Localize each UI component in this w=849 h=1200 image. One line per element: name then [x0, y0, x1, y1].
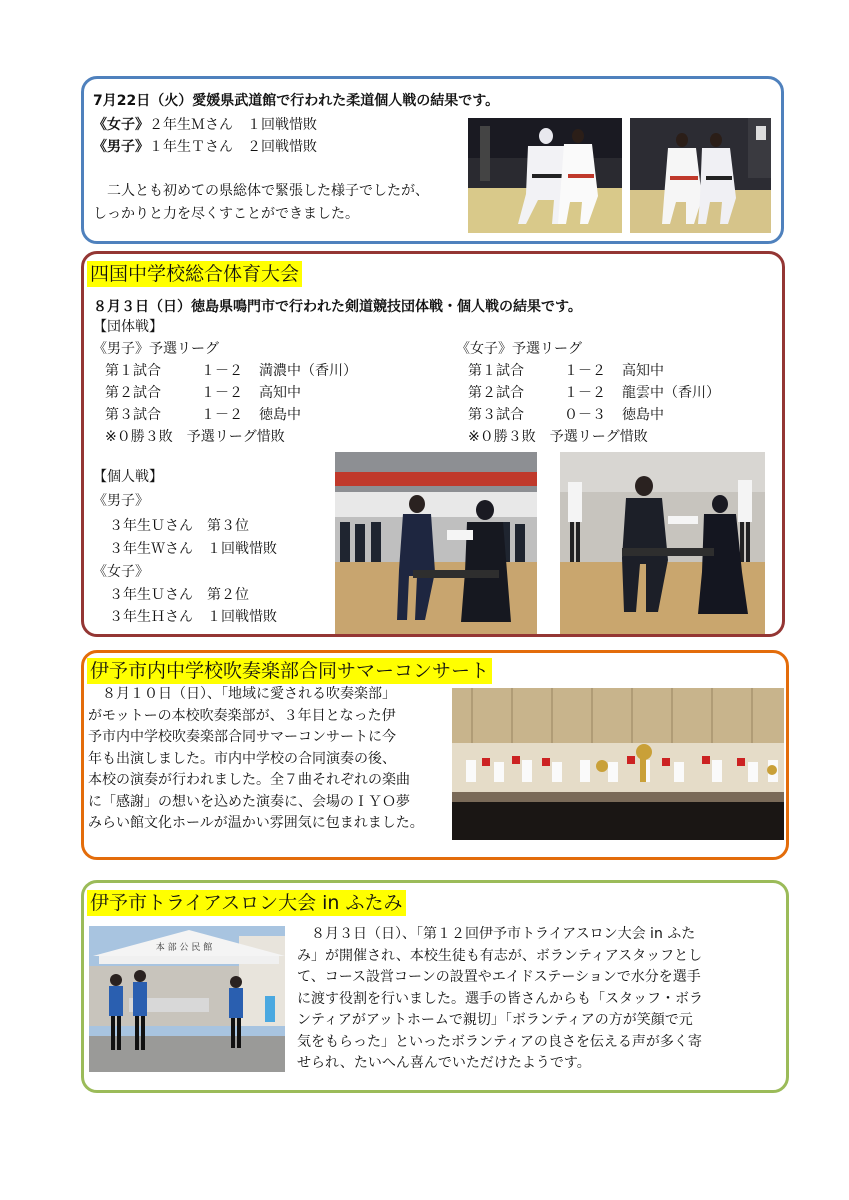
kendo-ind-men-label: 《男子》: [93, 493, 149, 509]
triathlon-title: 伊予市トライアスロン大会 in ふたみ: [87, 890, 406, 916]
kendo-photo-1: [335, 452, 537, 634]
match-opponent: 徳島中: [622, 407, 664, 423]
kendo-ind-women-1: ３年生Ｕさん 第２位: [109, 587, 249, 603]
kendo-women-match-2: [468, 383, 720, 403]
triathlon-photo: [89, 926, 285, 1072]
judo-women-text: ２年生Ｍさん １回戦惜敗: [149, 117, 317, 133]
triathlon-line: て、コース設営コーンの設置やエイドステーションで水分を選手: [297, 969, 701, 985]
match-score: １－２: [201, 363, 243, 379]
judo-men-text: １年生Ｔさん ２回戦惜敗: [149, 139, 317, 155]
triathlon-body: [297, 924, 703, 1075]
kendo-title: 四国中学校総合体育大会: [87, 261, 302, 287]
triathlon-line: ８月３日（日）、「第１２回伊予市トライアスロン大会 in ふた: [297, 926, 696, 942]
kendo-women-match-3: [468, 405, 664, 425]
kendo-men-match-1: [105, 361, 357, 381]
judo-women-label: 《女子》: [93, 117, 149, 133]
kendo-men-league: 《男子》予選リーグ: [93, 341, 219, 357]
band-line: に「感謝」の想いを込めた演奏に、会場のＩＹＯ夢: [88, 793, 410, 810]
judo-photo-1: [468, 118, 622, 233]
band-line: 本校の演奏が行われました。全７曲それぞれの楽曲: [88, 772, 410, 788]
band-line: 年も出演しました。市内中学校の合同演奏の後、: [88, 750, 396, 767]
match-opponent: 高知中: [259, 385, 301, 401]
kendo-individual-label: 【個人戦】: [93, 469, 163, 485]
match-round: 第３試合: [468, 407, 524, 423]
band-title: 伊予市内中学校吹奏楽部合同サマーコンサート: [87, 658, 492, 684]
match-opponent: 徳島中: [259, 407, 301, 423]
kendo-ind-women-label: 《女子》: [93, 564, 149, 580]
band-photo: [452, 688, 784, 840]
judo-women-result: [93, 115, 317, 135]
match-round: 第１試合: [468, 363, 524, 379]
kendo-women-match-1: [468, 361, 664, 381]
band-body: [88, 684, 424, 835]
match-score: １－２: [201, 385, 243, 401]
judo-comment-2: しっかりと力を尽くすことができました。: [93, 206, 359, 222]
kendo-women-league: 《女子》予選リーグ: [456, 341, 582, 357]
kendo-men-match-2: [105, 383, 301, 403]
match-round: 第２試合: [468, 385, 524, 401]
kendo-men-match-3: [105, 405, 301, 425]
triathlon-line: に渡す役割を行いました。選手の皆さんからも「スタッフ・ボラ: [297, 990, 703, 1007]
kendo-men-note: ※０勝３敗 予選リーグ惜敗: [105, 429, 285, 445]
kendo-team-label: 【団体戦】: [93, 319, 163, 335]
judo-men-result: [93, 137, 317, 157]
match-opponent: 龍雲中（香川）: [622, 385, 720, 401]
judo-men-label: 《男子》: [93, 139, 149, 155]
kendo-women-note: ※０勝３敗 予選リーグ惜敗: [468, 429, 648, 445]
match-opponent: 満濃中（香川）: [259, 363, 357, 379]
band-line: 予市内中学校吹奏楽部合同サマーコンサートに今: [88, 729, 396, 745]
match-round: 第１試合: [105, 363, 161, 379]
match-score: １－２: [564, 363, 606, 379]
band-line: ８月１０日（日）、「地域に愛される吹奏楽部」: [88, 686, 396, 702]
match-score: ０－３: [564, 407, 606, 423]
triathlon-line: 気をもらった」といったボランティアの良さを伝える声が多く寄: [297, 1033, 702, 1050]
triathlon-line: ンティアがアットホームで親切」「ボランティアの方が笑顔で元: [297, 1012, 693, 1028]
judo-photo-2: [630, 118, 771, 233]
triathlon-line: み」が開催され、本校生徒も有志が、ボランティアスタッフとし: [297, 947, 703, 964]
match-opponent: 高知中: [622, 363, 664, 379]
match-round: 第３試合: [105, 407, 161, 423]
match-round: 第２試合: [105, 385, 161, 401]
match-score: １－２: [201, 407, 243, 423]
kendo-headline: ８月３日（日）徳島県鳴門市で行われた剣道競技団体戦・個人戦の結果です。: [93, 299, 582, 315]
tent-sign-text: 本 部 公 民 館: [155, 943, 213, 953]
band-line: みらい館文化ホールが温かい雰囲気に包まれました。: [88, 815, 424, 831]
triathlon-line: せられ、たいへん喜んでいただけたようです。: [297, 1055, 591, 1071]
match-score: １－２: [564, 385, 606, 401]
kendo-ind-women-2: ３年生Ｈさん １回戦惜敗: [109, 609, 277, 625]
band-line: がモットーの本校吹奏楽部が、３年目となった伊: [88, 707, 396, 724]
kendo-photo-2: [560, 452, 765, 634]
judo-comment-1: 二人とも初めての県総体で緊張した様子でしたが、: [93, 183, 429, 199]
kendo-ind-men-1: ３年生Ｕさん 第３位: [109, 518, 249, 534]
judo-headline: 7月22日（火）愛媛県武道館で行われた柔道個人戦の結果です。: [93, 93, 500, 109]
kendo-ind-men-2: ３年生Ｗさん １回戦惜敗: [109, 541, 277, 557]
